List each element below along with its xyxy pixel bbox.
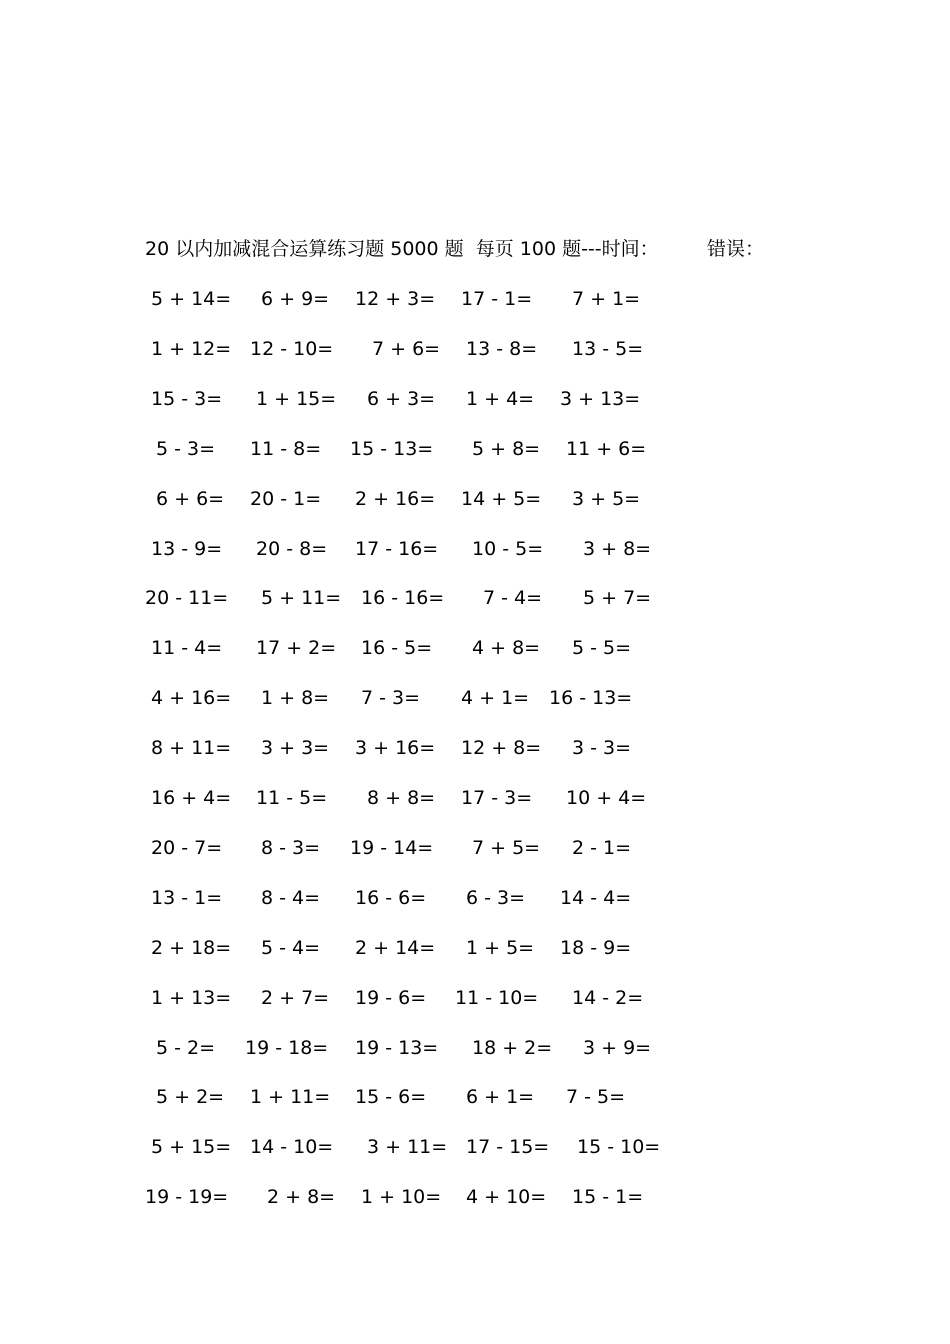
problem-r19-c5: 15 - 1= xyxy=(572,1186,644,1208)
problem-r17-c4: 6 + 1= xyxy=(466,1086,535,1108)
problem-r13-c5: 14 - 4= xyxy=(560,887,632,909)
problem-r19-c3: 1 + 10= xyxy=(361,1186,442,1208)
problem-r12-c2: 8 - 3= xyxy=(261,837,321,859)
problem-r4-c4: 5 + 8= xyxy=(472,438,541,460)
problem-r5-c1: 6 + 6= xyxy=(156,488,225,510)
problem-r8-c4: 4 + 8= xyxy=(472,637,541,659)
problem-r8-c3: 16 - 5= xyxy=(361,637,433,659)
problem-r9-c3: 7 - 3= xyxy=(361,687,421,709)
problem-r7-c3: 16 - 16= xyxy=(361,587,445,609)
problem-r12-c1: 20 - 7= xyxy=(151,837,223,859)
problem-r14-c1: 2 + 18= xyxy=(151,937,232,959)
problem-r10-c3: 3 + 16= xyxy=(355,737,436,759)
problem-r3-c5: 3 + 13= xyxy=(560,388,641,410)
problem-r15-c3: 19 - 6= xyxy=(355,987,427,1009)
problem-r10-c1: 8 + 11= xyxy=(151,737,232,759)
problem-r8-c1: 11 - 4= xyxy=(151,637,223,659)
problem-r17-c3: 15 - 6= xyxy=(355,1086,427,1108)
problem-r14-c2: 5 - 4= xyxy=(261,937,321,959)
problem-r11-c2: 11 - 5= xyxy=(256,787,328,809)
problem-r2-c2: 12 - 10= xyxy=(250,338,334,360)
problem-r19-c4: 4 + 10= xyxy=(466,1186,547,1208)
problem-r16-c3: 19 - 13= xyxy=(355,1037,439,1059)
problem-r15-c5: 14 - 2= xyxy=(572,987,644,1009)
problem-r3-c3: 6 + 3= xyxy=(367,388,436,410)
problem-r12-c4: 7 + 5= xyxy=(472,837,541,859)
problem-r12-c3: 19 - 14= xyxy=(350,837,434,859)
problem-r7-c1: 20 - 11= xyxy=(145,587,229,609)
problem-r16-c2: 19 - 18= xyxy=(245,1037,329,1059)
problem-r11-c4: 17 - 3= xyxy=(461,787,533,809)
problem-r18-c3: 3 + 11= xyxy=(367,1136,448,1158)
problem-r10-c4: 12 + 8= xyxy=(461,737,542,759)
problem-r11-c1: 16 + 4= xyxy=(151,787,232,809)
problem-r3-c1: 15 - 3= xyxy=(151,388,223,410)
problem-r3-c4: 1 + 4= xyxy=(466,388,535,410)
problem-r14-c5: 18 - 9= xyxy=(560,937,632,959)
problem-r6-c4: 10 - 5= xyxy=(472,538,544,560)
problem-r12-c5: 2 - 1= xyxy=(572,837,632,859)
problem-r13-c1: 13 - 1= xyxy=(151,887,223,909)
problem-r8-c2: 17 + 2= xyxy=(256,637,337,659)
problem-r1-c5: 7 + 1= xyxy=(572,288,641,310)
problem-r17-c5: 7 - 5= xyxy=(566,1086,626,1108)
problem-r9-c4: 4 + 1= xyxy=(461,687,530,709)
problem-r6-c1: 13 - 9= xyxy=(151,538,223,560)
problem-r4-c2: 11 - 8= xyxy=(250,438,322,460)
problem-r15-c1: 1 + 13= xyxy=(151,987,232,1009)
problem-r7-c5: 5 + 7= xyxy=(583,587,652,609)
problem-r8-c5: 5 - 5= xyxy=(572,637,632,659)
problem-r7-c2: 5 + 11= xyxy=(261,587,342,609)
problem-r17-c2: 1 + 11= xyxy=(250,1086,331,1108)
problem-r15-c4: 11 - 10= xyxy=(455,987,539,1009)
problem-r13-c2: 8 - 4= xyxy=(261,887,321,909)
problem-r1-c1: 5 + 14= xyxy=(151,288,232,310)
problem-r6-c5: 3 + 8= xyxy=(583,538,652,560)
problem-r6-c3: 17 - 16= xyxy=(355,538,439,560)
problem-r1-c4: 17 - 1= xyxy=(461,288,533,310)
problem-r5-c4: 14 + 5= xyxy=(461,488,542,510)
problem-r15-c2: 2 + 7= xyxy=(261,987,330,1009)
problem-r16-c5: 3 + 9= xyxy=(583,1037,652,1059)
problem-r2-c3: 7 + 6= xyxy=(372,338,441,360)
problem-r4-c5: 11 + 6= xyxy=(566,438,647,460)
problem-r9-c1: 4 + 16= xyxy=(151,687,232,709)
problem-r2-c1: 1 + 12= xyxy=(151,338,232,360)
problem-r5-c3: 2 + 16= xyxy=(355,488,436,510)
worksheet-title: 20 以内加减混合运算练习题 5000 题 每页 100 题---时间： 错误： xyxy=(145,238,764,260)
problem-r11-c5: 10 + 4= xyxy=(566,787,647,809)
problem-r3-c2: 1 + 15= xyxy=(256,388,337,410)
problem-r14-c4: 1 + 5= xyxy=(466,937,535,959)
problem-r4-c3: 15 - 13= xyxy=(350,438,434,460)
problem-r9-c5: 16 - 13= xyxy=(549,687,633,709)
problem-r19-c1: 19 - 19= xyxy=(145,1186,229,1208)
problem-r19-c2: 2 + 8= xyxy=(267,1186,336,1208)
problem-r10-c5: 3 - 3= xyxy=(572,737,632,759)
problem-r5-c2: 20 - 1= xyxy=(250,488,322,510)
problem-r1-c3: 12 + 3= xyxy=(355,288,436,310)
problem-r1-c2: 6 + 9= xyxy=(261,288,330,310)
problem-r13-c4: 6 - 3= xyxy=(466,887,526,909)
problem-r17-c1: 5 + 2= xyxy=(156,1086,225,1108)
problem-r9-c2: 1 + 8= xyxy=(261,687,330,709)
problem-r18-c2: 14 - 10= xyxy=(250,1136,334,1158)
problem-r11-c3: 8 + 8= xyxy=(367,787,436,809)
problem-r2-c5: 13 - 5= xyxy=(572,338,644,360)
problem-r14-c3: 2 + 14= xyxy=(355,937,436,959)
problem-r16-c1: 5 - 2= xyxy=(156,1037,216,1059)
problem-r18-c4: 17 - 15= xyxy=(466,1136,550,1158)
problem-r7-c4: 7 - 4= xyxy=(483,587,543,609)
problem-r2-c4: 13 - 8= xyxy=(466,338,538,360)
problem-r5-c5: 3 + 5= xyxy=(572,488,641,510)
problem-r18-c5: 15 - 10= xyxy=(577,1136,661,1158)
problem-r10-c2: 3 + 3= xyxy=(261,737,330,759)
problem-r13-c3: 16 - 6= xyxy=(355,887,427,909)
problem-r18-c1: 5 + 15= xyxy=(151,1136,232,1158)
problem-r16-c4: 18 + 2= xyxy=(472,1037,553,1059)
problem-r4-c1: 5 - 3= xyxy=(156,438,216,460)
problem-r6-c2: 20 - 8= xyxy=(256,538,328,560)
